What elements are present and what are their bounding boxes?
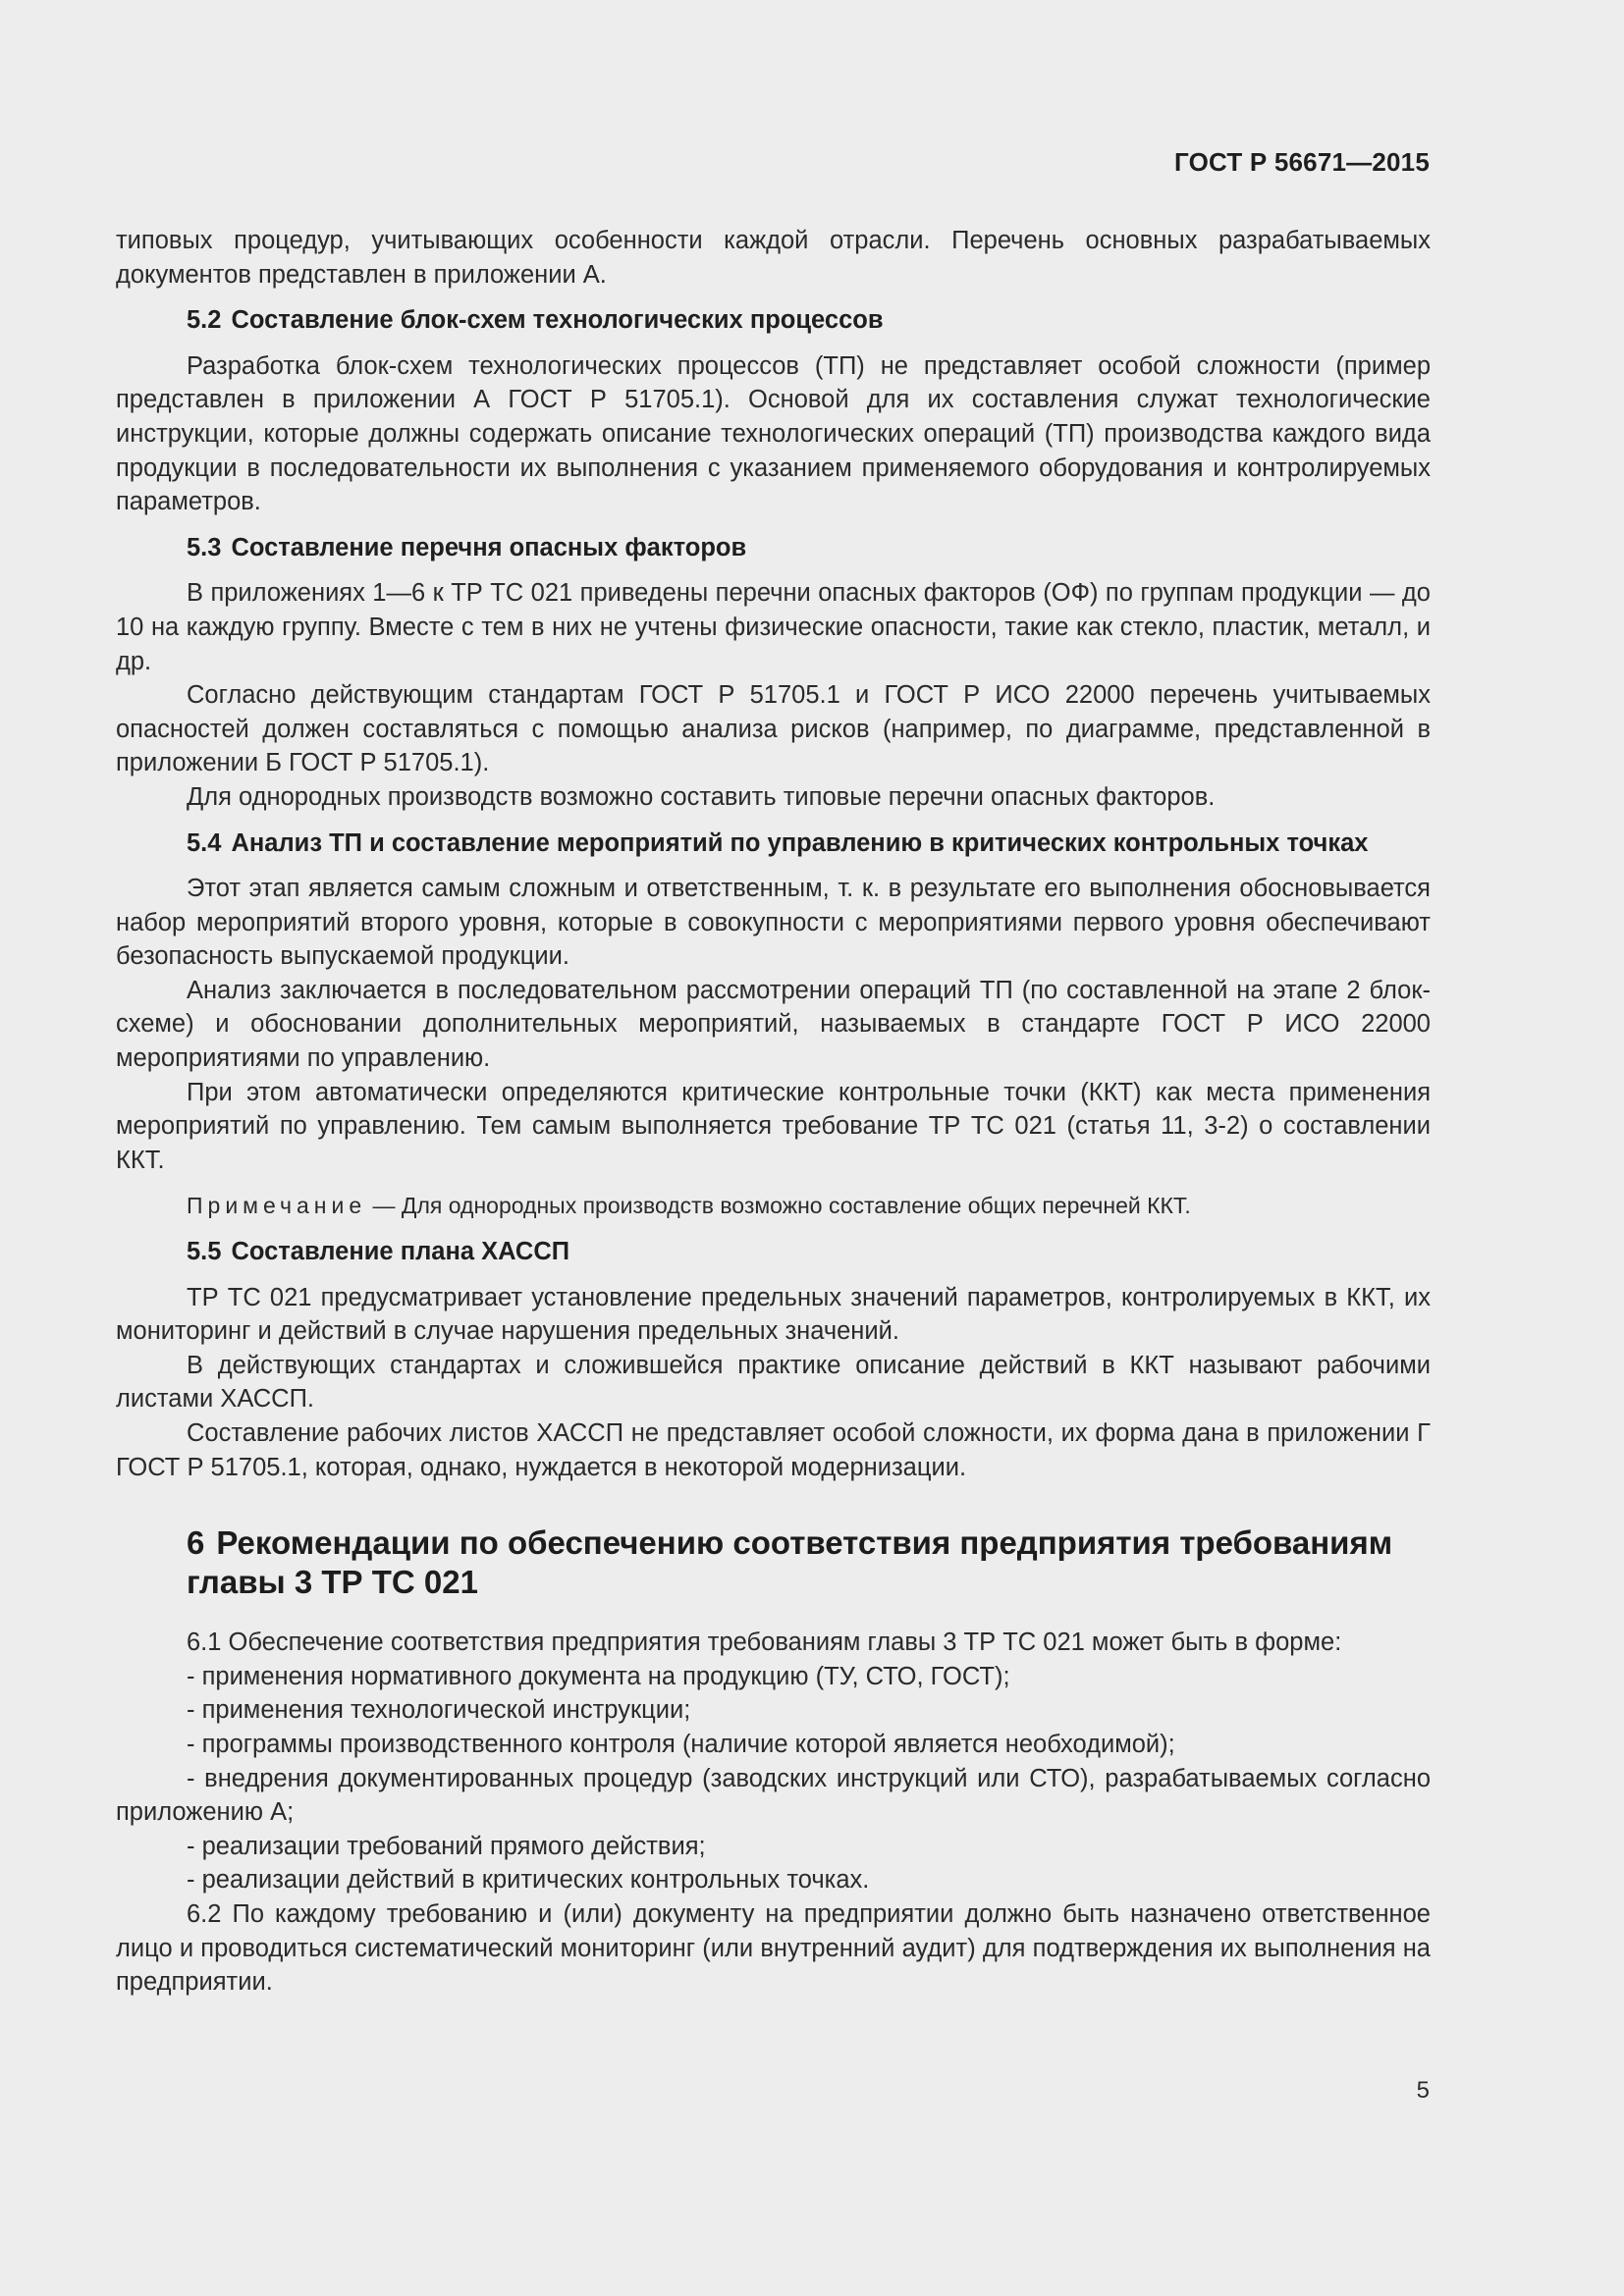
list-item: - внедрения документированных процедур (заводских инструкций или СТО), разрабатываемых согласно приложению А;	[116, 1764, 1431, 1827]
subsection-number: 5.2	[187, 306, 222, 335]
subsection-title: Анализ ТП и составление мероприятий по управлению в критических контрольных точках	[231, 828, 1369, 857]
intro-paragraph: типовых процедур, учитывающих особенности каждой отрасли. Перечень основных разрабатываемых документов представлен в приложении А.	[116, 227, 1431, 289]
document-body	[116, 224, 1431, 2000]
section-number: 6	[187, 1524, 205, 1562]
paragraph: Согласно действующим стандартам ГОСТ Р 51705.1 и ГОСТ Р ИСО 22000 перечень учитываемых опасностей должен составляться с помощью анализа рисков (например, по диаграмме, представленной в приложении Б ГОСТ Р 51705.1).	[116, 681, 1431, 777]
subsection-title: Составление блок-схем технологических процессов	[231, 306, 884, 335]
paragraph: Разработка блок-схем технологических процессов (ТП) не представляет особой сложности (пример представлен в приложении А ГОСТ Р 51705.1). Основой для их составления служат технологические инструкции, которые должны содержать описание технологических операций (ТП) производства каждого вида продукции в последовательности их выполнения с указанием применяемого оборудования и контролируемых параметров.	[116, 351, 1431, 516]
paragraph: В действующих стандартах и сложившейся практике описание действий в ККТ называют рабочими листами ХАССП.	[116, 1351, 1431, 1414]
list-item: - программы производственного контроля (наличие которой является необходимой);	[187, 1730, 1175, 1758]
subsection-number: 5.3	[187, 533, 222, 561]
list-item: - применения нормативного документа на продукцию (ТУ, СТО, ГОСТ);	[187, 1662, 1010, 1690]
page-number: 5	[1416, 2077, 1430, 2104]
subsection-title: Составление перечня опасных факторов	[231, 533, 747, 561]
paragraph: 6.2 По каждому требованию и (или) документу на предприятии должно быть назначено ответственное лицо и проводиться систематический мониторинг (или внутренний аудит) для подтверждения их выполнения на предприятии.	[116, 1899, 1431, 1997]
paragraph: 6.1 Обеспечение соответствия предприятия требованиям главы 3 ТР ТС 021 может быть в форме:	[187, 1629, 1342, 1657]
section-6-heading	[116, 1523, 1431, 1602]
list-item: - применения технологической инструкции;	[187, 1696, 691, 1725]
subsection-number: 5.5	[187, 1238, 222, 1266]
section-title: Рекомендации по обеспечению соответствия предприятия требованиям главы 3 ТР ТС 021	[187, 1524, 1393, 1601]
paragraph: Составление рабочих листов ХАССП не представляет особой сложности, их форма дана в приложении Г ГОСТ Р 51705.1, которая, однако, нуждается в некоторой модернизации.	[116, 1419, 1431, 1481]
note-text: — Для однородных производств возможно составление общих перечней ККТ.	[372, 1193, 1191, 1219]
paragraph: Анализ заключается в последовательном рассмотрении операций ТП (по составленной на этапе 2 блок-схеме) и обосновании дополнительных мероприятий, называемых в стандарте ГОСТ Р ИСО 22000 мероприятиями по управлению.	[116, 976, 1431, 1073]
subsection-number: 5.4	[187, 828, 222, 857]
paragraph: Этот этап является самым сложным и ответственным, т. к. в результате его выполнения обосновывается набор мероприятий второго уровня, которые в совокупности с мероприятиями первого уровня обеспечивают безопасность выпускаемой продукции.	[116, 875, 1431, 971]
subsection-title: Составление плана ХАССП	[231, 1238, 570, 1266]
paragraph: Для однородных производств возможно составить типовые перечни опасных факторов.	[187, 782, 1216, 811]
note	[116, 1189, 1431, 1223]
paragraph: При этом автоматически определяются критические контрольные точки (ККТ) как места применения мероприятий по управлению. Тем самым выполняется требование ТР ТС 021 (статья 11, 3-2) о составлении ККТ.	[116, 1078, 1431, 1174]
subsection-5-4-heading	[116, 827, 1431, 861]
note-label: Примечание	[187, 1193, 367, 1219]
subsection-5-3-heading	[116, 531, 1431, 565]
list-item: - реализации действий в критических контрольных точках.	[187, 1866, 870, 1895]
subsection-5-5-heading	[116, 1235, 1431, 1269]
paragraph: ТР ТС 021 предусматривает установление предельных значений параметров, контролируемых в ККТ, их мониторинг и действий в случае нарушения предельных значений.	[116, 1283, 1431, 1346]
paragraph: В приложениях 1—6 к ТР ТС 021 приведены перечни опасных факторов (ОФ) по группам продукции — до 10 на каждую группу. Вместе с тем в них не учтены физические опасности, такие как стекло, пластик, металл, и др.	[116, 579, 1431, 675]
list-item: - реализации требований прямого действия;	[187, 1832, 706, 1860]
document-code: ГОСТ Р 56671—2015	[1174, 147, 1430, 177]
subsection-5-2-heading	[116, 303, 1431, 338]
